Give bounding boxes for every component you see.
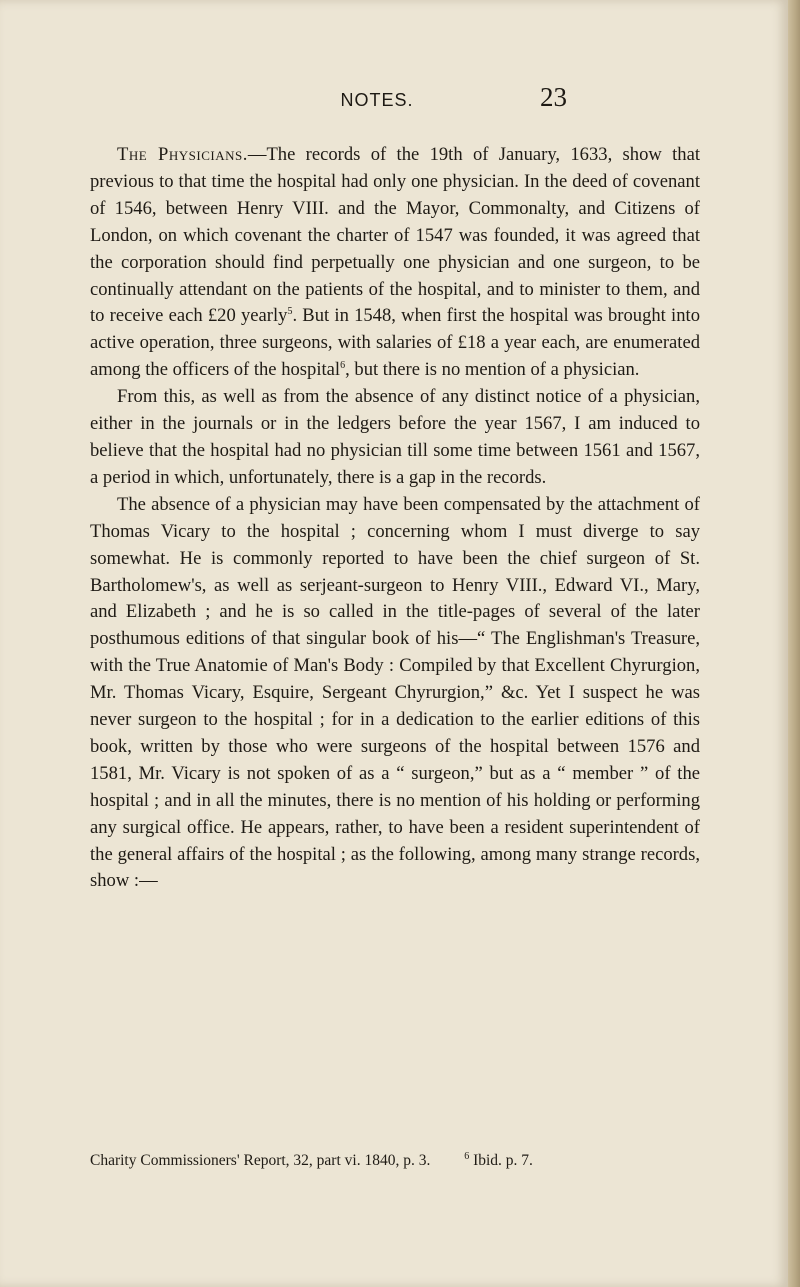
footnote-5 [90, 1152, 430, 1169]
footnote-6 [464, 1152, 533, 1169]
footnote-ref: 6 [340, 360, 346, 372]
page-edge [788, 0, 800, 1287]
paragraph-text: —The records of the 19th of January, 1633, show that previous to that time the hospital had only one physician. In the deed of covenant of 1546, between Henry VIII. and the Mayor, Commonalty, and Citizens of London, on which covenant the charter of 1547 was founded, it was agreed that the corporation should find perpetually one physician and one surgeon, to be continually attendant on the patients of the hospital, and to minister to them, and to receive each £20 yearly [90, 144, 701, 327]
footnote-ref: 5 [287, 306, 293, 318]
page-header [0, 82, 788, 120]
footnotes [90, 1152, 710, 1170]
footnote-marker: 6 [464, 1150, 470, 1162]
paragraph-no-physician: From this, as well as from the absence of any distinct notice of a physician, either in the journals or in the ledgers before the year 1567, I am induced to believe that the hospital had no physician till some time between 1561 and 1567, a period in which, unfortunately, there is a gap in the records. [90, 386, 700, 488]
paragraph-text: , but there is no mention of a physician. [345, 359, 640, 381]
running-head: NOTES. [340, 90, 414, 110]
paragraph-vicary: The absence of a physician may have been compensated by the attachment of Thomas Vicary to the hospital ; concerning whom I must diverge to say somewhat. He is commonly reported to have been the chief surgeon of St. Bartholomew's, as well as serjeant-surgeon to Henry VIII., Edward VI., Mary, and Elizabeth ; and he is so called in the title-pages of several of the later posthumous editions of that singular book of his—“ The Englishman's Treasure, with the True Anatomie of Man's Body : Compiled by that Excellent Chyrurgion, Mr. Thomas Vicary, Esquire, Sergeant Chyrurgion,” &c. Yet I suspect he was never surgeon to the hospital ; for in a dedication to the earlier editions of this book, written by those who were surgeons of the hospital between 1576 and 1581, Mr. Vicary is not spoken of as a “ surgeon,” but as a “ member ” of the hospital ; and in all the minutes, there is no mention of his holding or performing any surgical office. He appears, rather, to have been a resident superintendent of the general affairs of the hospital ; as the following, among many strange records, show :— [90, 493, 700, 892]
section-lead: The Physicians. [117, 144, 248, 165]
paragraph-physicians [90, 142, 700, 384]
body-text [90, 142, 700, 895]
paragraph-text: . But in 1548, when first the hospital was brought into active operation, three surgeons, with salaries of £18 a year each, are enumerated among the officers of the hospital [90, 305, 700, 381]
footnote-text: Charity Commissioners' Report, 32, part vi. 1840, p. 3. [90, 1152, 431, 1169]
page-number: 23 [540, 82, 567, 112]
footnote-text: Ibid. p. 7. [473, 1152, 533, 1169]
